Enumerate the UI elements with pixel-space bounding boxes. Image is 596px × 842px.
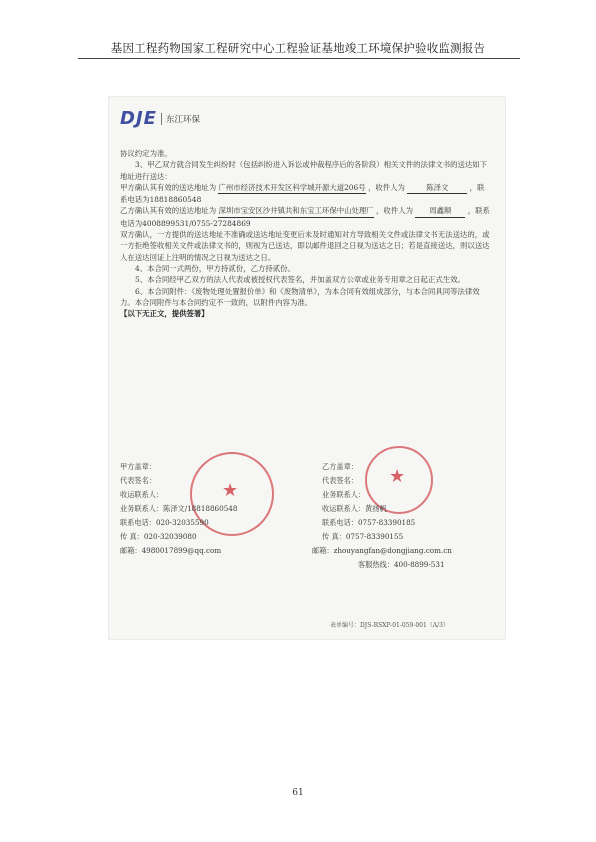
party-a-address: 广州市经济技术开发区科学城开源大道206号 (218, 182, 365, 194)
party-a-recipient: 陈泽文 (407, 182, 467, 194)
party-b-hotline-line: 客服热线：400-8899-531 (358, 560, 445, 569)
party-b-signature-label: 代表签名： (322, 476, 358, 485)
party-b-business-contact: 业务联系人： (322, 490, 366, 499)
party-a-phone: ，联系电话为18818860548 (120, 182, 485, 205)
form-number: 表单编号：DJS-RSXP-01-059-001（A/3） (330, 622, 449, 629)
paragraph-8: 6、本合同附件：《废物处理处置报价单》和《废物清单》，为本合同有效组成部分，与本合同具同等法律效力。本合同附件与本合同约定不一致的，以附件内容为准。 (120, 286, 480, 307)
party-b-email-line: 邮箱：zhouyangfan@dongjiang.com.cn (312, 546, 452, 555)
party-b-recipient-label: ，收件人为 (376, 206, 413, 216)
party-b-fax-line: 传 真：0757-83390155 (322, 532, 404, 541)
party-b-collection-contact: 收运联系人：黄扬帆 (322, 504, 387, 513)
paragraph-2: 3、甲乙双方就合同发生纠纷时（包括纠纷进入诉讼或仲裁程序后的各阶段）相关文件的法律文书的送达如下地址进行送达： (120, 160, 488, 181)
company-logo (120, 108, 200, 129)
party-b-address: 深圳市宝安区沙井镇共和东宝工环保中山处理厂 (218, 205, 373, 217)
logo-mark: DJE (120, 108, 157, 129)
party-a-phone-line: 联系电话：020-32035590 (120, 518, 209, 527)
party-a-address-label: 甲方确认其有效的送达地址为 (120, 182, 217, 192)
logo-text: 东江环保 (161, 113, 200, 125)
paragraph-6: 4、本合同一式两份，甲方持贰份，乙方持贰份。 (135, 263, 295, 273)
party-b-seal-label: 乙方盖章： (322, 462, 358, 471)
party-b-recipient: 周鑫顺 (415, 205, 465, 217)
party-a-collection-contact: 收运联系人： (120, 490, 164, 499)
paragraph-3 (120, 182, 490, 206)
party-a-seal-star-icon: ★ (222, 480, 239, 501)
party-a-email-line: 邮箱：4980017899@qq.com (120, 546, 222, 555)
party-a-signature-label: 代表签名： (120, 476, 156, 485)
party-b-phone: ，联系电话为4008899531/0755-27284869 (120, 206, 490, 228)
no-more-text-tag: 【以下无正文，提供签署】 (120, 309, 209, 319)
header-rule (78, 58, 520, 59)
party-b-seal-star-icon: ★ (389, 466, 406, 487)
party-a-seal-label: 甲方盖章： (120, 462, 156, 471)
party-b-address-label: 乙方确认其有效的送达地址为 (120, 206, 217, 216)
party-b-phone-line: 联系电话：0757-83390185 (322, 518, 416, 527)
paragraph-5: 双方确认，一方提供的送达地址不准确或送达地址变更后未及时通知对方导致相关文件或法律文书无法送达的，或一方拒绝签收相关文件或法律文书的，则视为已送达，即以邮件退回之日视为送达之日；若是直接送达，则以送达人在送达回证上注明的情况之日视为送达之日。 (120, 230, 490, 262)
party-a-business-contact: 业务联系人：陈泽文/18818860548 (120, 504, 238, 513)
paragraph-7: 5、本合同经甲乙双方的法人代表或被授权代表签名，并加盖双方公章或业务专用章之日起正式生效。 (135, 275, 465, 285)
page-header-title: 基因工程药物国家工程研究中心工程验证基地竣工环境保护验收监测报告 (110, 41, 486, 55)
page-number: 61 (292, 788, 304, 798)
party-a-recipient-label: ，收件人为 (367, 182, 405, 192)
paragraph-1: 协议约定为准。 (120, 149, 172, 158)
contract-body (120, 148, 490, 319)
party-a-fax-line: 传 真：020-32039080 (120, 532, 197, 541)
paragraph-4 (120, 205, 490, 229)
